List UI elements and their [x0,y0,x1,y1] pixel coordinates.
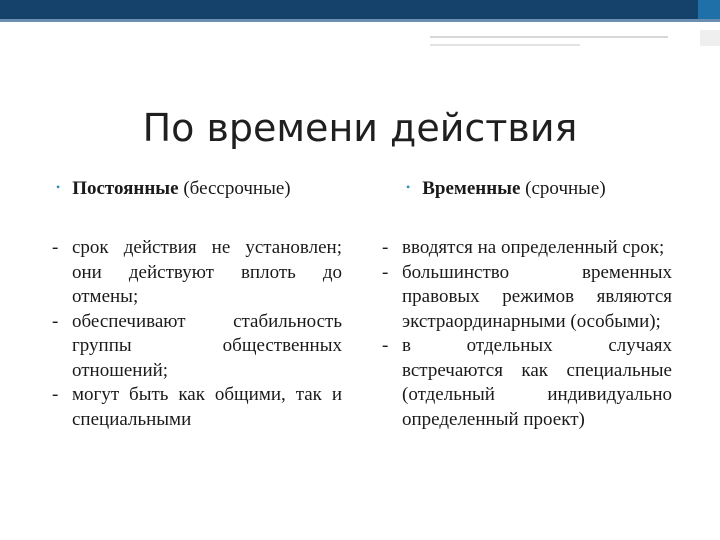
list-item [380,334,672,432]
list-item-text: могут быть как общими, так и специальными [72,384,342,430]
dash-icon: - [382,237,389,258]
dash-icon: - [52,310,59,332]
right-column-heading [406,178,606,200]
bullet-icon: • [56,180,61,194]
dash-icon: - [52,237,59,258]
dash-icon: - [382,335,389,356]
left-column-heading [56,178,291,200]
dash-icon: - [382,261,389,283]
list-item [380,236,672,261]
decorative-line [430,36,668,38]
list-item-text: вводятся на определенный срок; [402,237,665,258]
header-band-accent [698,0,720,19]
list-item [50,310,342,384]
header-band-dark [0,0,698,19]
slide-title: По времени действия [142,106,578,150]
decorative-line [430,44,580,46]
right-column-list [380,236,672,432]
list-item-text: большинство временных правовых режимов являются экстраординарными (особыми); [402,261,672,332]
decorative-header [0,0,720,30]
decorative-block [700,30,720,46]
list-item [380,261,672,335]
dash-icon: - [52,384,59,405]
list-item [50,383,342,432]
list-item-text: в отдельных случаях встречаются как специальные (отдельный индивидуально определенный проект) [402,335,672,430]
left-heading-bold: Постоянные [72,178,179,199]
list-item-text: срок действия не установлен; они действуют вплоть до отмены; [72,237,342,307]
list-item [50,236,342,310]
left-column-list [50,236,342,432]
header-band-line [0,19,720,22]
right-heading-rest: (срочные) [520,178,606,199]
list-item-text: обеспечивают стабильность группы общественных отношений; [72,310,342,381]
left-heading-rest: (бессрочные) [178,178,291,199]
bullet-icon: • [406,180,411,194]
right-heading-bold: Временные [422,178,521,199]
